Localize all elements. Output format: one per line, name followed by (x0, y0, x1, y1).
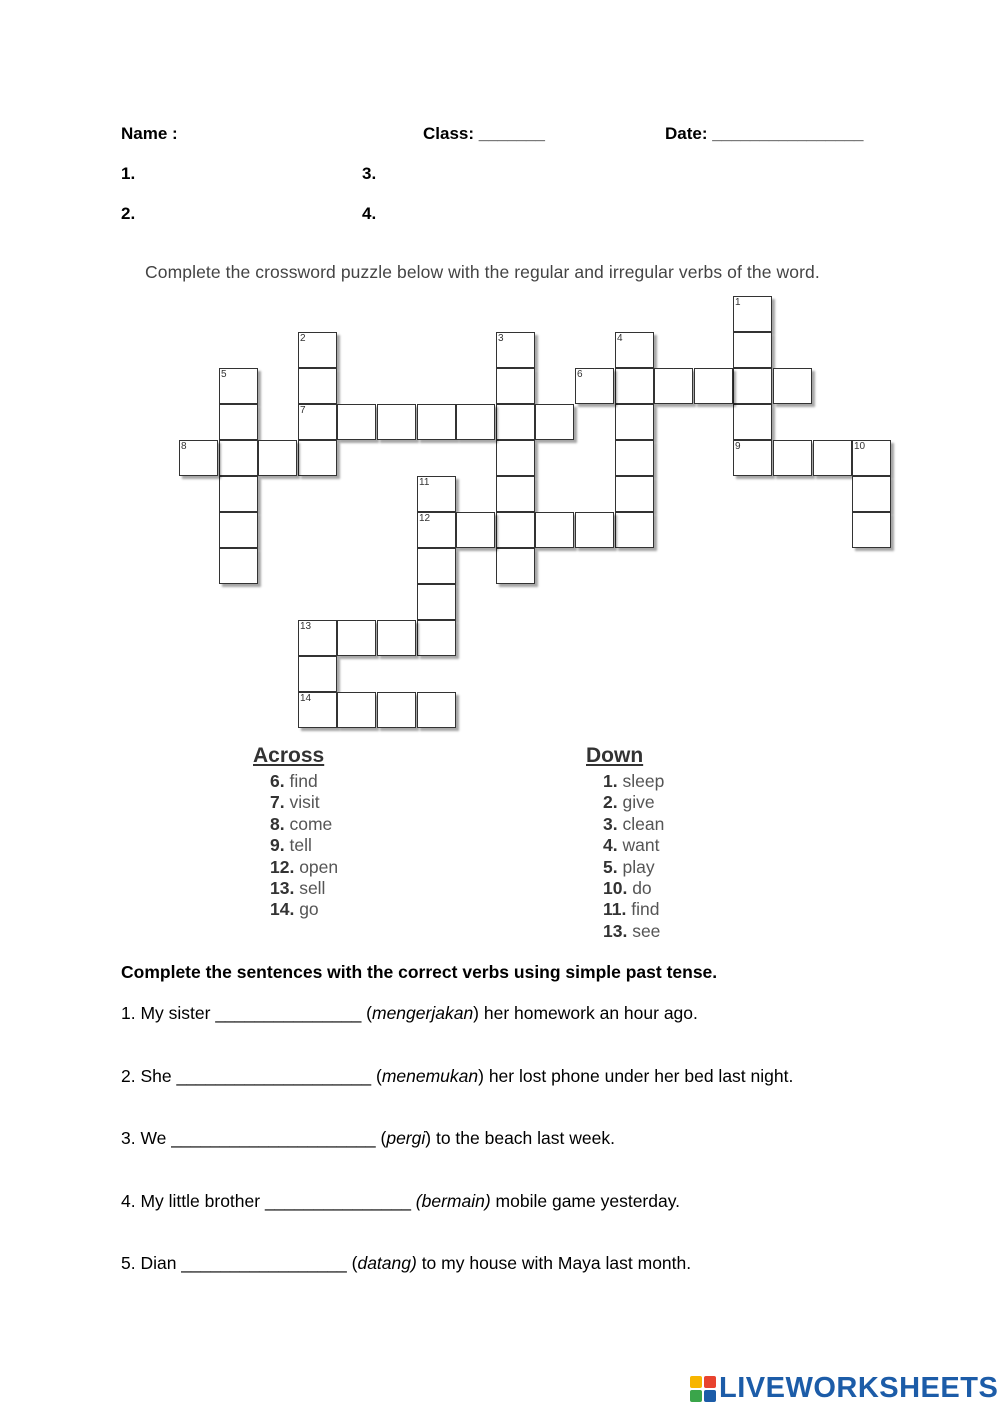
crossword-letter-input[interactable] (734, 441, 771, 475)
crossword-letter-input[interactable] (576, 513, 613, 547)
clue-word: come (284, 813, 333, 834)
crossword-letter-input[interactable] (497, 477, 534, 511)
crossword-cell[interactable] (298, 404, 337, 440)
crossword-letter-input[interactable] (299, 369, 336, 403)
clue-word: want (617, 835, 660, 856)
crossword-clue-number: 4 (617, 333, 623, 344)
crossword-cell[interactable] (417, 476, 456, 512)
clue-number: 7. (270, 792, 285, 813)
crossword-letter-input[interactable] (299, 333, 336, 367)
crossword-letter-input[interactable] (180, 441, 217, 475)
crossword-letter-input[interactable] (338, 621, 375, 655)
crossword-letter-input[interactable] (457, 513, 494, 547)
crossword-clue-number: 9 (735, 441, 741, 452)
crossword-cell[interactable] (496, 368, 535, 404)
crossword-cell[interactable] (219, 512, 258, 548)
clue-item (603, 878, 652, 899)
crossword-letter-input[interactable] (497, 405, 534, 439)
crossword-cell[interactable] (377, 620, 416, 656)
crossword-cell[interactable] (417, 620, 456, 656)
sentence-text: 4. My little brother _______________ (121, 1190, 416, 1211)
crossword-clue-number: 12 (419, 513, 431, 524)
sentence-verb-hint: mengerjakan (372, 1003, 474, 1023)
answer-number-2: 2. (121, 204, 136, 223)
crossword-letter-input[interactable] (616, 477, 653, 511)
crossword-letter-input[interactable] (853, 513, 890, 547)
sentence-text: ) her homework an hour ago. (473, 1003, 698, 1023)
sentence-item[interactable] (121, 1003, 698, 1024)
crossword-cell[interactable] (733, 368, 772, 404)
clue-number: 12. (270, 856, 295, 877)
crossword-cell[interactable] (337, 620, 376, 656)
clue-word: find (284, 771, 318, 791)
crossword-letter-input[interactable] (220, 369, 257, 403)
crossword-letter-input[interactable] (220, 549, 257, 583)
crossword-cell[interactable] (456, 404, 495, 440)
crossword-letter-input[interactable] (734, 333, 771, 367)
crossword-letter-input[interactable] (576, 369, 613, 403)
crossword-cell[interactable] (417, 584, 456, 620)
clue-number: 9. (270, 835, 285, 856)
crossword-cell[interactable] (298, 332, 337, 368)
crossword-letter-input[interactable] (418, 477, 455, 511)
crossword-cell[interactable] (298, 368, 337, 404)
sentence-item[interactable] (121, 1253, 691, 1274)
crossword-cell[interactable] (535, 512, 574, 548)
crossword-cell[interactable] (575, 368, 614, 404)
clue-word: play (617, 856, 655, 877)
sentence-text: ) to the beach last week. (425, 1128, 615, 1148)
class-label: Class: _______ (423, 124, 545, 143)
clue-word: sell (294, 878, 326, 898)
crossword-cell[interactable] (377, 692, 416, 728)
clue-word: see (627, 920, 661, 941)
crossword-letter-input[interactable] (497, 369, 534, 403)
crossword-cell[interactable] (615, 476, 654, 512)
crossword-cell[interactable] (298, 692, 337, 728)
name-label: Name : (121, 124, 178, 143)
clue-word: clean (617, 813, 665, 834)
crossword-letter-input[interactable] (418, 585, 455, 619)
sentence-text: 2. She ____________________ ( (121, 1065, 382, 1086)
clue-word: find (626, 899, 660, 920)
crossword-letter-input[interactable] (774, 369, 811, 403)
crossword-cell[interactable] (496, 332, 535, 368)
crossword-letter-input[interactable] (338, 405, 375, 439)
crossword-letter-input[interactable] (418, 621, 455, 655)
crossword-clue-number: 8 (181, 441, 187, 452)
crossword-letter-input[interactable] (774, 441, 811, 475)
down-title: Down (586, 744, 644, 767)
clue-number: 13. (603, 920, 628, 941)
clue-number: 8. (270, 813, 285, 834)
crossword-letter-input[interactable] (378, 621, 415, 655)
crossword-letter-input[interactable] (220, 513, 257, 547)
crossword-cell[interactable] (258, 440, 297, 476)
sentence-text: 5. Dian _________________ ( (121, 1253, 358, 1273)
crossword-cell[interactable] (694, 368, 733, 404)
sentence-text: ) her lost phone under her bed last night. (478, 1065, 794, 1086)
date-label: Date: ________________ (665, 124, 864, 143)
crossword-letter-input[interactable] (853, 477, 890, 511)
crossword-cell[interactable] (654, 368, 693, 404)
clue-word: open (294, 856, 339, 877)
sentence-verb-hint: datang) (357, 1253, 417, 1273)
crossword-cell[interactable] (615, 332, 654, 368)
clue-number: 3. (603, 813, 618, 834)
crossword-cell[interactable] (496, 476, 535, 512)
answer-number-1: 1. (121, 164, 136, 183)
clue-item (270, 878, 325, 899)
crossword-letter-input[interactable] (616, 369, 653, 403)
crossword-cell[interactable] (417, 512, 456, 548)
clue-word: go (294, 899, 319, 920)
sentence-verb-hint: pergi (386, 1128, 426, 1148)
crossword-letter-input[interactable] (378, 405, 415, 439)
crossword-cell[interactable] (298, 620, 337, 656)
liveworksheets-logo (690, 1372, 998, 1405)
crossword-letter-input[interactable] (497, 513, 534, 547)
crossword-cell[interactable] (852, 440, 891, 476)
crossword-cell[interactable] (337, 692, 376, 728)
clue-item (603, 835, 659, 856)
crossword-cell[interactable] (496, 404, 535, 440)
crossword-cell[interactable] (417, 548, 456, 584)
crossword-letter-input[interactable] (418, 513, 455, 547)
crossword-clue-number: 6 (577, 369, 583, 380)
sentence-item[interactable] (121, 1191, 680, 1212)
crossword-cell[interactable] (615, 440, 654, 476)
crossword-letter-input[interactable] (536, 405, 573, 439)
crossword-cell[interactable] (219, 476, 258, 512)
crossword-cell[interactable] (337, 404, 376, 440)
crossword-cell[interactable] (298, 440, 337, 476)
crossword-clue-number: 5 (221, 369, 227, 380)
sentence-item[interactable] (121, 1066, 793, 1087)
clue-word: sleep (617, 771, 665, 791)
crossword-letter-input[interactable] (853, 441, 890, 475)
crossword-clue-number: 3 (498, 333, 504, 344)
answer-number-4: 4. (362, 204, 377, 223)
crossword-letter-input[interactable] (497, 549, 534, 583)
clue-number: 11. (603, 899, 627, 920)
sentence-task-instruction: Complete the sentences with the correct verbs using simple past tense. (121, 962, 718, 982)
logo-text: LIVEWORKSHEETS (719, 1372, 999, 1404)
crossword-letter-input[interactable] (299, 657, 336, 691)
crossword-letter-input[interactable] (418, 405, 455, 439)
crossword-cell[interactable] (575, 512, 614, 548)
crossword-letter-input[interactable] (616, 441, 653, 475)
sentence-text: to my house with Maya last month. (416, 1253, 692, 1273)
crossword-letter-input[interactable] (418, 549, 455, 583)
crossword-letter-input[interactable] (338, 693, 375, 727)
crossword-cell[interactable] (298, 656, 337, 692)
crossword-clue-number: 2 (300, 333, 306, 344)
crossword-cell[interactable] (377, 404, 416, 440)
clue-number: 4. (603, 835, 618, 856)
crossword-clue-number: 13 (300, 621, 312, 632)
clue-number: 1. (603, 771, 618, 791)
crossword-cell[interactable] (615, 404, 654, 440)
crossword-cell[interactable] (456, 512, 495, 548)
crossword-cell[interactable] (733, 296, 772, 332)
clue-number: 6. (270, 771, 285, 791)
crossword-letter-input[interactable] (734, 369, 771, 403)
crossword-letter-input[interactable] (616, 513, 653, 547)
crossword-letter-input[interactable] (259, 441, 296, 475)
clue-number: 14. (270, 899, 295, 920)
crossword-cell[interactable] (733, 332, 772, 368)
crossword-letter-input[interactable] (616, 333, 653, 367)
clue-number: 5. (603, 856, 618, 877)
crossword-clue-number: 11 (419, 477, 430, 488)
clue-word: do (627, 878, 652, 898)
clue-item (603, 857, 655, 878)
crossword-clue-number: 1 (735, 297, 741, 308)
across-title: Across (253, 744, 325, 767)
crossword-cell[interactable] (219, 548, 258, 584)
sentence-item[interactable] (121, 1128, 615, 1149)
clue-item (270, 792, 320, 813)
crossword-letter-input[interactable] (536, 513, 573, 547)
clue-item (603, 771, 664, 792)
clue-item (270, 899, 319, 920)
crossword-letter-input[interactable] (814, 441, 851, 475)
sentence-verb-hint: (bermain) (415, 1190, 491, 1211)
clue-item (270, 814, 332, 835)
clue-number: 2. (603, 792, 618, 813)
crossword-letter-input[interactable] (457, 405, 494, 439)
clue-item (603, 792, 655, 813)
crossword-letter-input[interactable] (497, 441, 534, 475)
sentence-text: mobile game yesterday. (490, 1190, 681, 1211)
crossword-letter-input[interactable] (695, 369, 732, 403)
crossword-clue-number: 14 (300, 693, 312, 704)
crossword-cell[interactable] (773, 368, 812, 404)
crossword-letter-input[interactable] (299, 621, 336, 655)
clue-number: 13. (270, 878, 295, 898)
logo-icon (690, 1376, 716, 1402)
crossword-letter-input[interactable] (220, 405, 257, 439)
sentence-text: 1. My sister _______________ ( (121, 1003, 372, 1023)
crossword-letter-input[interactable] (734, 405, 771, 439)
clue-item (603, 814, 664, 835)
crossword-cell[interactable] (813, 440, 852, 476)
crossword-cell[interactable] (417, 404, 456, 440)
clue-item (603, 899, 659, 920)
crossword-cell[interactable] (773, 440, 812, 476)
crossword-cell[interactable] (733, 440, 772, 476)
crossword-letter-input[interactable] (299, 693, 336, 727)
clue-item (270, 835, 312, 856)
crossword-cell[interactable] (496, 440, 535, 476)
crossword-clue-number: 10 (854, 441, 866, 452)
answer-number-3: 3. (362, 164, 377, 183)
crossword-cell[interactable] (615, 368, 654, 404)
crossword-cell[interactable] (219, 368, 258, 404)
clue-word: visit (284, 792, 320, 813)
crossword-letter-input[interactable] (655, 369, 692, 403)
crossword-letter-input[interactable] (616, 405, 653, 439)
crossword-cell[interactable] (219, 404, 258, 440)
crossword-letter-input[interactable] (220, 477, 257, 511)
crossword-cell[interactable] (733, 404, 772, 440)
crossword-letter-input[interactable] (299, 405, 336, 439)
sentence-verb-hint: menemukan (381, 1065, 479, 1086)
clue-item (270, 857, 338, 878)
crossword-letter-input[interactable] (220, 441, 257, 475)
crossword-cell[interactable] (496, 512, 535, 548)
crossword-letter-input[interactable] (418, 693, 455, 727)
crossword-letter-input[interactable] (734, 297, 771, 331)
crossword-cell[interactable] (535, 404, 574, 440)
crossword-cell[interactable] (615, 512, 654, 548)
clue-item (603, 921, 660, 942)
clue-number: 10. (603, 878, 628, 898)
clue-item (270, 771, 318, 792)
crossword-letter-input[interactable] (378, 693, 415, 727)
crossword-cell[interactable] (417, 692, 456, 728)
sentence-text: 3. We _____________________ ( (121, 1128, 387, 1148)
crossword-cell[interactable] (496, 548, 535, 584)
crossword-cell[interactable] (852, 476, 891, 512)
crossword-cell[interactable] (179, 440, 218, 476)
crossword-letter-input[interactable] (497, 333, 534, 367)
crossword-cell[interactable] (852, 512, 891, 548)
crossword-cell[interactable] (219, 440, 258, 476)
clue-word: give (617, 792, 655, 813)
crossword-instruction: Complete the crossword puzzle below with the regular and irregular verbs of the word. (145, 262, 820, 282)
crossword-clue-number: 7 (300, 405, 306, 416)
clue-word: tell (284, 835, 312, 856)
crossword-letter-input[interactable] (299, 441, 336, 475)
